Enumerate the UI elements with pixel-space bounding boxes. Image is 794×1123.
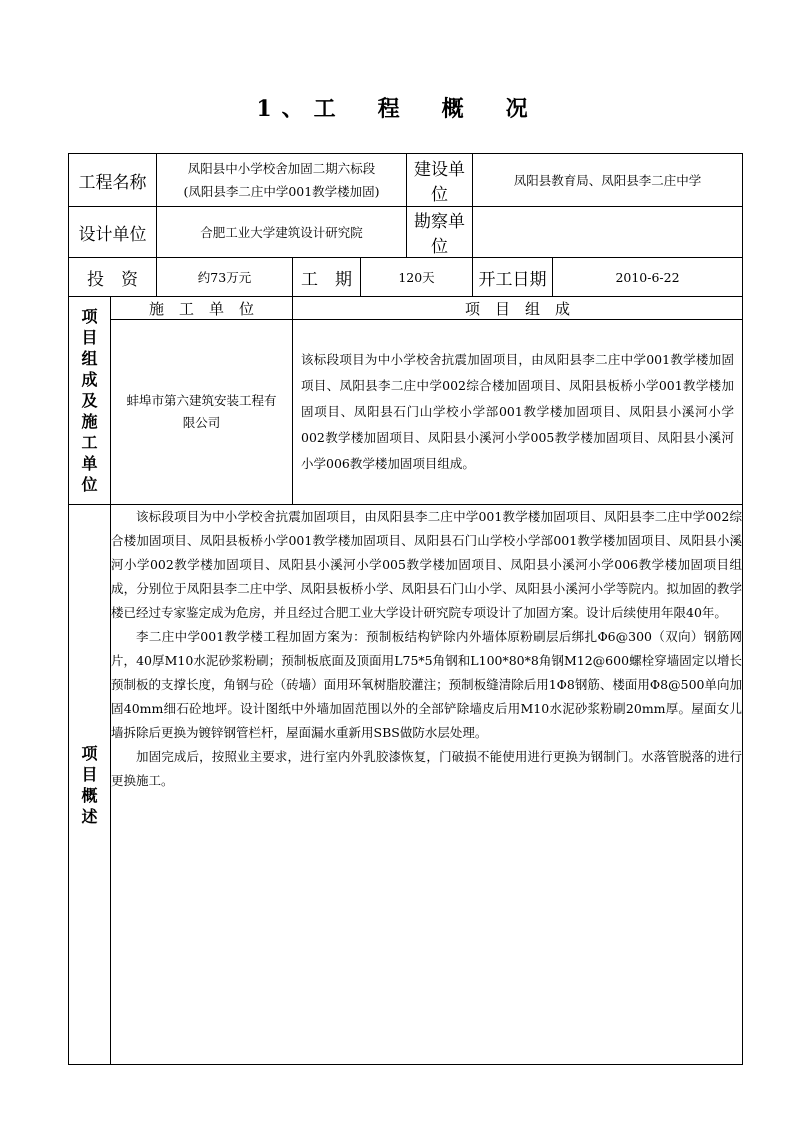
- owner-value: 凤阳县教育局、凤阳县李二庄中学: [473, 154, 743, 207]
- items-value: 该标段项目为中小学校舍抗震加固项目，由凤阳县李二庄中学001教学楼加固项目、凤阳县李二庄中学002综合楼加固项目、凤阳县板桥小学001教学楼加固项目、凤阳县石门山学校小学部001教学楼加固项目、凤阳县小溪河小学002教学楼加固项目、凤阳县小溪河小学005教学楼加固项目、凤阳县小溪河小学006教学楼加固项目组成。: [293, 320, 743, 505]
- composition-side-label: 项 目 组 成 及 施 工 单 位: [69, 297, 111, 505]
- investment-value: 约73万元: [157, 258, 293, 297]
- survey-value: [473, 207, 743, 258]
- design-value: 合肥工业大学建筑设计研究院: [157, 207, 407, 258]
- project-name-cell: [157, 154, 407, 207]
- row-overview: [69, 505, 743, 1065]
- start-date-label: 开工日期: [473, 258, 553, 297]
- page-title: 1、工 程 概 况: [256, 96, 538, 122]
- project-name-line2: (凤阳县李二庄中学001教学楼加固): [183, 184, 380, 199]
- investment-label: 投 资: [69, 258, 157, 297]
- project-name-line1: 凤阳县中小学校舍加固二期六标段: [187, 161, 376, 176]
- overview-side-label: 项 目 概 述: [69, 505, 111, 1065]
- survey-label: 勘察单位: [407, 207, 473, 258]
- contractor-header: 施 工 单 位: [111, 297, 293, 320]
- overview-text: [111, 505, 743, 1065]
- project-overview-table: [68, 153, 743, 1065]
- row-design: [69, 207, 743, 258]
- design-label: 设计单位: [69, 207, 157, 258]
- overview-paragraph: 加固完成后，按照业主要求，进行室内外乳胶漆恢复，门破损不能使用进行更换为钢制门。水落管脱落的进行更换施工。: [111, 749, 743, 788]
- contractor-value: 蚌埠市第六建筑安装工程有限公司: [111, 320, 293, 505]
- row-composition-header: [69, 297, 743, 320]
- overview-paragraph: 李二庄中学001教学楼工程加固方案为：预制板结构铲除内外墙体原粉刷层后绑扎Φ6@300（双向）钢筋网片，40厚M10水泥砂浆粉刷；预制板底面及顶面用L75*5角钢和L100*80*8角钢M12@600螺栓穿墙固定以增长预制板的支撑长度，角钢与砼（砖墙）面用环氧树脂胶灌注；预制板缝清除后用1Φ8钢筋、楼面用Φ8@500单向加固40mm细石砼地坪。设计图纸中外墙加固范围以外的全部铲除墙皮后用M10水泥砂浆粉刷20mm厚。屋面女儿墙拆除后更换为镀锌钢管栏杆，屋面漏水重新用SBS做防水层处理。: [111, 629, 743, 740]
- overview-paragraph: 该标段项目为中小学校舍抗震加固项目，由凤阳县李二庄中学001教学楼加固项目、凤阳县李二庄中学002综合楼加固项目、凤阳县板桥小学001教学楼加固项目、凤阳县石门山学校小学部001教学楼加固项目、凤阳县小溪河小学002教学楼加固项目、凤阳县小溪河小学005教学楼加固项目、凤阳县小溪河小学006教学楼加固项目组成，分别位于凤阳县李二庄中学、凤阳县板桥小学、凤阳县石门山小学、凤阳县小溪河小学等院内。拟加固的教学楼已经过专家鉴定成为危房，并且经过合肥工业大学设计研究院专项设计了加固方案。设计后续使用年限40年。: [111, 509, 743, 620]
- items-header: 项 目 组 成: [293, 297, 743, 320]
- start-date-value: 2010-6-22: [553, 258, 743, 297]
- period-label: 工 期: [293, 258, 361, 297]
- row-investment: [69, 258, 743, 297]
- row-project-name: [69, 154, 743, 207]
- period-value: 120天: [361, 258, 473, 297]
- project-name-label: 工程名称: [69, 154, 157, 207]
- row-composition-body: [69, 320, 743, 505]
- owner-label: 建设单位: [407, 154, 473, 207]
